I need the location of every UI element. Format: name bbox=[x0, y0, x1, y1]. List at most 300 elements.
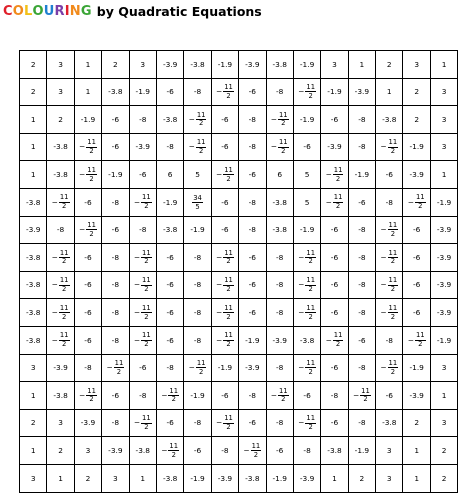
grid-cell[interactable]: -6 bbox=[102, 216, 129, 244]
grid-cell[interactable]: -8 bbox=[184, 78, 211, 106]
grid-cell[interactable]: -6 bbox=[321, 216, 348, 244]
grid-cell[interactable]: 3 bbox=[403, 51, 430, 79]
grid-cell[interactable]: -1.9 bbox=[211, 354, 238, 382]
grid-cell[interactable] bbox=[211, 78, 238, 106]
grid-cell[interactable]: 1 bbox=[20, 437, 47, 465]
minus-sign: − bbox=[216, 280, 223, 290]
grid-cell[interactable]: -3.8 bbox=[102, 78, 129, 106]
grid-cell[interactable]: 3 bbox=[47, 51, 74, 79]
grid-cell[interactable]: -3.8 bbox=[20, 326, 47, 354]
grid-cell[interactable] bbox=[211, 244, 238, 272]
grid-cell[interactable]: -6 bbox=[74, 188, 101, 216]
grid-cell[interactable] bbox=[211, 271, 238, 299]
grid-cell[interactable]: -3.9 bbox=[20, 216, 47, 244]
grid-cell[interactable]: 3 bbox=[430, 133, 457, 161]
grid-cell[interactable]: -6 bbox=[211, 216, 238, 244]
grid-cell[interactable]: 3 bbox=[376, 437, 403, 465]
fraction-denominator: 2 bbox=[62, 257, 67, 266]
grid-cell[interactable]: -6 bbox=[403, 299, 430, 327]
grid-cell[interactable]: -8 bbox=[348, 299, 375, 327]
grid-cell[interactable]: 1 bbox=[20, 133, 47, 161]
grid-cell[interactable]: -1.9 bbox=[430, 326, 457, 354]
grid-cell[interactable]: -8 bbox=[102, 299, 129, 327]
fraction-numerator: 11 bbox=[278, 110, 288, 119]
grid-cell[interactable]: -3.8 bbox=[20, 188, 47, 216]
grid-cell[interactable]: -1.9 bbox=[403, 354, 430, 382]
grid-cell[interactable]: 2 bbox=[20, 409, 47, 437]
grid-cell[interactable]: -6 bbox=[156, 244, 183, 272]
fraction-denominator: 2 bbox=[226, 423, 231, 432]
fraction-value bbox=[79, 167, 97, 183]
grid-cell[interactable]: -1.9 bbox=[129, 78, 156, 106]
grid-cell[interactable]: 1 bbox=[20, 382, 47, 410]
grid-cell[interactable]: 1 bbox=[321, 464, 348, 492]
minus-sign: − bbox=[79, 142, 86, 152]
grid-cell[interactable]: -1.9 bbox=[430, 188, 457, 216]
grid-cell[interactable]: -6 bbox=[403, 271, 430, 299]
grid-cell[interactable]: 1 bbox=[20, 161, 47, 189]
grid-cell[interactable] bbox=[129, 244, 156, 272]
grid-cell[interactable]: -6 bbox=[211, 188, 238, 216]
grid-cell[interactable]: -3.9 bbox=[430, 299, 457, 327]
grid-cell[interactable]: -8 bbox=[47, 216, 74, 244]
grid-cell[interactable]: -8 bbox=[129, 216, 156, 244]
grid-cell[interactable]: -8 bbox=[348, 271, 375, 299]
grid-cell[interactable]: -3.8 bbox=[20, 271, 47, 299]
grid-cell[interactable] bbox=[211, 299, 238, 327]
grid-cell[interactable] bbox=[129, 188, 156, 216]
grid-cell[interactable]: -6 bbox=[211, 106, 238, 134]
grid-cell[interactable]: -8 bbox=[129, 382, 156, 410]
grid-cell[interactable]: 3 bbox=[430, 354, 457, 382]
grid-cell[interactable]: 1 bbox=[20, 106, 47, 134]
grid-cell[interactable]: -6 bbox=[293, 382, 320, 410]
colouring-grid bbox=[19, 50, 458, 493]
grid-cell[interactable]: -6 bbox=[321, 409, 348, 437]
fraction-numerator: 11 bbox=[333, 165, 343, 174]
logo-letter: O bbox=[32, 3, 44, 19]
fraction-value bbox=[408, 194, 426, 210]
grid-cell[interactable]: 1 bbox=[47, 464, 74, 492]
grid-cell[interactable]: -8 bbox=[348, 409, 375, 437]
grid-cell[interactable] bbox=[184, 354, 211, 382]
grid-cell[interactable]: -3.8 bbox=[47, 161, 74, 189]
grid-cell[interactable]: -8 bbox=[74, 354, 101, 382]
grid-cell[interactable]: -3.9 bbox=[430, 216, 457, 244]
grid-cell[interactable]: -8 bbox=[348, 216, 375, 244]
grid-cell[interactable]: 3 bbox=[430, 409, 457, 437]
grid-cell[interactable]: -6 bbox=[239, 299, 266, 327]
grid-cell[interactable] bbox=[376, 133, 403, 161]
grid-cell[interactable] bbox=[211, 409, 238, 437]
grid-cell[interactable]: -8 bbox=[102, 409, 129, 437]
grid-cell[interactable]: -1.9 bbox=[403, 133, 430, 161]
grid-cell[interactable]: 2 bbox=[47, 437, 74, 465]
grid-cell[interactable] bbox=[156, 437, 183, 465]
grid-cell[interactable] bbox=[74, 382, 101, 410]
grid-cell[interactable]: -3.9 bbox=[403, 382, 430, 410]
grid-cell[interactable]: 2 bbox=[403, 106, 430, 134]
grid-cell[interactable] bbox=[47, 244, 74, 272]
grid-cell[interactable]: -3.8 bbox=[129, 437, 156, 465]
grid-cell[interactable] bbox=[184, 188, 211, 216]
grid-cell[interactable]: 1 bbox=[430, 51, 457, 79]
grid-cell[interactable]: -6 bbox=[348, 188, 375, 216]
grid-cell[interactable] bbox=[74, 216, 101, 244]
grid-cell[interactable]: -1.9 bbox=[184, 464, 211, 492]
logo-letter: C bbox=[3, 3, 13, 19]
grid-cell[interactable]: -8 bbox=[102, 271, 129, 299]
grid-cell[interactable]: -6 bbox=[74, 326, 101, 354]
grid-cell[interactable]: -8 bbox=[239, 188, 266, 216]
grid-cell[interactable]: 1 bbox=[403, 437, 430, 465]
grid-cell[interactable]: -6 bbox=[156, 326, 183, 354]
grid-cell[interactable]: -3.8 bbox=[266, 216, 293, 244]
fraction-denominator: 2 bbox=[144, 312, 149, 321]
grid-cell[interactable]: -3.9 bbox=[211, 464, 238, 492]
grid-cell[interactable] bbox=[293, 299, 320, 327]
grid-cell[interactable] bbox=[403, 326, 430, 354]
grid-cell[interactable]: -8 bbox=[129, 106, 156, 134]
minus-sign: − bbox=[298, 252, 305, 262]
grid-cell[interactable]: 2 bbox=[403, 409, 430, 437]
grid-cell[interactable] bbox=[321, 326, 348, 354]
grid-cell[interactable]: -1.9 bbox=[184, 382, 211, 410]
grid-cell[interactable]: 3 bbox=[47, 78, 74, 106]
grid-cell[interactable]: 1 bbox=[430, 382, 457, 410]
grid-cell[interactable]: -1.9 bbox=[102, 161, 129, 189]
grid-cell[interactable]: -6 bbox=[74, 299, 101, 327]
grid-cell[interactable]: -6 bbox=[321, 106, 348, 134]
grid-cell[interactable]: -6 bbox=[211, 133, 238, 161]
grid-cell[interactable]: -6 bbox=[403, 244, 430, 272]
grid-cell[interactable]: -8 bbox=[239, 106, 266, 134]
grid-cell[interactable]: -6 bbox=[403, 216, 430, 244]
fraction-denominator: 2 bbox=[308, 423, 313, 432]
minus-sign: − bbox=[133, 335, 141, 345]
grid-cell[interactable]: -3.9 bbox=[239, 354, 266, 382]
grid-cell[interactable] bbox=[293, 409, 320, 437]
fraction-denominator: 2 bbox=[62, 312, 67, 321]
fraction-value bbox=[298, 360, 316, 376]
grid-cell[interactable] bbox=[376, 354, 403, 382]
fraction-value bbox=[52, 305, 70, 321]
minus-sign: − bbox=[216, 169, 223, 179]
grid-cell[interactable]: -3.9 bbox=[156, 51, 183, 79]
grid-cell[interactable]: -3.8 bbox=[239, 464, 266, 492]
grid-cell[interactable]: -3.8 bbox=[156, 106, 183, 134]
grid-cell[interactable] bbox=[211, 161, 238, 189]
grid-cell[interactable]: -1.9 bbox=[74, 106, 101, 134]
grid-cell[interactable]: -6 bbox=[321, 354, 348, 382]
grid-cell[interactable]: 5 bbox=[293, 161, 320, 189]
grid-cell[interactable]: -8 bbox=[239, 382, 266, 410]
grid-cell[interactable] bbox=[293, 78, 320, 106]
grid-cell[interactable]: -8 bbox=[266, 78, 293, 106]
grid-cell[interactable]: -6 bbox=[239, 78, 266, 106]
grid-cell[interactable]: -6 bbox=[266, 437, 293, 465]
grid-cell[interactable]: -8 bbox=[266, 299, 293, 327]
grid-cell[interactable]: 2 bbox=[47, 106, 74, 134]
grid-cell[interactable]: -1.9 bbox=[211, 51, 238, 79]
grid-cell[interactable]: -6 bbox=[376, 161, 403, 189]
grid-cell[interactable]: -3.9 bbox=[102, 437, 129, 465]
grid-cell[interactable]: -3.9 bbox=[430, 271, 457, 299]
grid-cell[interactable]: -3.9 bbox=[293, 464, 320, 492]
grid-cell[interactable] bbox=[184, 133, 211, 161]
grid-cell[interactable]: 2 bbox=[20, 78, 47, 106]
fraction-denominator: 2 bbox=[281, 395, 286, 404]
grid-cell[interactable] bbox=[129, 326, 156, 354]
grid-cell[interactable]: -6 bbox=[156, 299, 183, 327]
grid-cell[interactable]: -6 bbox=[102, 133, 129, 161]
grid-cell[interactable]: -6 bbox=[129, 354, 156, 382]
grid-cell[interactable]: -6 bbox=[184, 437, 211, 465]
grid-cell[interactable]: -8 bbox=[184, 409, 211, 437]
grid-cell[interactable]: 2 bbox=[430, 437, 457, 465]
grid-cell[interactable]: 3 bbox=[102, 464, 129, 492]
grid-cell[interactable]: -1.9 bbox=[348, 437, 375, 465]
grid-cell[interactable]: 1 bbox=[403, 464, 430, 492]
grid-cell[interactable]: -3.8 bbox=[20, 244, 47, 272]
grid-cell[interactable]: -8 bbox=[156, 354, 183, 382]
grid-cell[interactable] bbox=[47, 188, 74, 216]
minus-sign: − bbox=[79, 225, 86, 235]
grid-cell[interactable]: -1.9 bbox=[184, 216, 211, 244]
grid-cell[interactable]: 2 bbox=[102, 51, 129, 79]
grid-cell[interactable]: 1 bbox=[376, 78, 403, 106]
grid-cell[interactable]: -3.9 bbox=[403, 161, 430, 189]
grid-cell[interactable]: -6 bbox=[211, 382, 238, 410]
grid-cell[interactable]: -1.9 bbox=[156, 188, 183, 216]
grid-cell[interactable]: -3.9 bbox=[239, 51, 266, 79]
grid-cell[interactable]: -8 bbox=[266, 354, 293, 382]
grid-cell[interactable] bbox=[211, 326, 238, 354]
grid-cell[interactable] bbox=[376, 216, 403, 244]
grid-cell[interactable]: 2 bbox=[74, 464, 101, 492]
fraction-denominator: 2 bbox=[281, 147, 286, 156]
grid-cell[interactable]: -6 bbox=[321, 244, 348, 272]
grid-cell[interactable] bbox=[348, 382, 375, 410]
grid-cell[interactable]: 3 bbox=[376, 464, 403, 492]
minus-sign: − bbox=[325, 197, 332, 207]
grid-cell[interactable]: -8 bbox=[156, 133, 183, 161]
grid-cell[interactable]: 3 bbox=[20, 354, 47, 382]
grid-cell[interactable]: -3.9 bbox=[266, 326, 293, 354]
grid-cell[interactable]: -6 bbox=[321, 299, 348, 327]
fraction-denominator: 2 bbox=[390, 367, 396, 376]
grid-cell[interactable]: -3.8 bbox=[156, 464, 183, 492]
grid-cell[interactable]: 2 bbox=[348, 464, 375, 492]
grid-cell[interactable]: 2 bbox=[430, 464, 457, 492]
grid-cell[interactable] bbox=[266, 382, 293, 410]
grid-cell[interactable]: 3 bbox=[47, 409, 74, 437]
grid-cell[interactable]: -3.9 bbox=[47, 354, 74, 382]
grid-cell[interactable]: -3.8 bbox=[47, 133, 74, 161]
grid-cell[interactable]: 3 bbox=[321, 51, 348, 79]
fraction-numerator: 11 bbox=[306, 276, 316, 285]
grid-cell[interactable]: -8 bbox=[102, 244, 129, 272]
grid-cell[interactable]: -8 bbox=[348, 354, 375, 382]
grid-cell[interactable]: -8 bbox=[293, 437, 320, 465]
grid-cell[interactable] bbox=[266, 106, 293, 134]
grid-cell[interactable]: -3.9 bbox=[321, 133, 348, 161]
grid-cell[interactable]: 3 bbox=[129, 51, 156, 79]
grid-cell[interactable]: -8 bbox=[266, 409, 293, 437]
grid-cell[interactable]: -1.9 bbox=[348, 161, 375, 189]
grid-cell[interactable]: -8 bbox=[266, 244, 293, 272]
grid-cell[interactable]: -6 bbox=[293, 133, 320, 161]
grid-cell[interactable] bbox=[102, 354, 129, 382]
grid-cell[interactable] bbox=[239, 437, 266, 465]
minus-sign: − bbox=[133, 252, 141, 262]
grid-cell[interactable]: -8 bbox=[211, 437, 238, 465]
grid-cell[interactable]: -3.9 bbox=[129, 133, 156, 161]
fraction-numerator: 11 bbox=[388, 248, 398, 257]
grid-cell[interactable]: -8 bbox=[184, 299, 211, 327]
grid-cell[interactable]: -3.8 bbox=[184, 51, 211, 79]
minus-sign: − bbox=[325, 335, 332, 345]
grid-cell[interactable]: 1 bbox=[129, 464, 156, 492]
grid-cell[interactable]: -3.8 bbox=[156, 216, 183, 244]
grid-cell[interactable]: -1.9 bbox=[239, 326, 266, 354]
grid-cell[interactable]: 1 bbox=[74, 78, 101, 106]
grid-cell[interactable] bbox=[293, 244, 320, 272]
grid-cell[interactable]: 1 bbox=[74, 51, 101, 79]
grid-cell[interactable]: -1.9 bbox=[293, 216, 320, 244]
grid-cell[interactable]: -6 bbox=[239, 271, 266, 299]
grid-row bbox=[20, 244, 458, 272]
grid-cell[interactable]: 5 bbox=[293, 188, 320, 216]
grid-cell[interactable]: -8 bbox=[184, 244, 211, 272]
grid-cell[interactable]: -6 bbox=[102, 382, 129, 410]
minus-sign: − bbox=[161, 445, 168, 455]
grid-cell[interactable]: -8 bbox=[266, 271, 293, 299]
grid-cell[interactable]: -6 bbox=[239, 244, 266, 272]
grid-cell[interactable]: 3 bbox=[430, 106, 457, 134]
grid-cell[interactable]: -6 bbox=[321, 271, 348, 299]
minus-sign: − bbox=[188, 142, 195, 152]
minus-sign: − bbox=[79, 390, 86, 400]
grid-cell[interactable]: 6 bbox=[156, 161, 183, 189]
grid-cell[interactable] bbox=[293, 354, 320, 382]
fraction-value bbox=[326, 194, 344, 210]
grid-cell[interactable]: 2 bbox=[376, 51, 403, 79]
grid-cell[interactable] bbox=[74, 161, 101, 189]
grid-cell[interactable]: -8 bbox=[102, 326, 129, 354]
fraction-denominator: 2 bbox=[308, 367, 313, 376]
grid-cell[interactable]: -8 bbox=[321, 382, 348, 410]
grid-cell[interactable]: -3.8 bbox=[376, 106, 403, 134]
grid-cell[interactable]: -8 bbox=[239, 133, 266, 161]
grid-cell[interactable] bbox=[376, 244, 403, 272]
grid-cell[interactable]: -6 bbox=[239, 161, 266, 189]
grid-cell[interactable]: -3.8 bbox=[321, 437, 348, 465]
grid-cell[interactable] bbox=[266, 133, 293, 161]
grid-cell[interactable]: 2 bbox=[403, 78, 430, 106]
grid-cell[interactable]: -1.9 bbox=[293, 51, 320, 79]
grid-cell[interactable]: -6 bbox=[376, 382, 403, 410]
grid-cell[interactable] bbox=[184, 106, 211, 134]
grid-cell[interactable]: -8 bbox=[376, 188, 403, 216]
grid-cell[interactable]: -6 bbox=[156, 271, 183, 299]
grid-cell[interactable]: -8 bbox=[184, 326, 211, 354]
grid-cell[interactable]: -1.9 bbox=[321, 78, 348, 106]
minus-sign: − bbox=[106, 363, 113, 373]
grid-cell[interactable]: -6 bbox=[74, 271, 101, 299]
grid-cell[interactable]: -1.9 bbox=[266, 464, 293, 492]
grid-cell[interactable]: -6 bbox=[129, 161, 156, 189]
grid-cell[interactable]: 3 bbox=[430, 78, 457, 106]
fraction-value bbox=[189, 360, 207, 376]
grid-cell[interactable] bbox=[321, 161, 348, 189]
grid-cell[interactable]: -3.9 bbox=[430, 244, 457, 272]
grid-cell[interactable] bbox=[129, 299, 156, 327]
logo-letter: L bbox=[24, 3, 33, 19]
grid-cell[interactable]: -6 bbox=[156, 409, 183, 437]
fraction-value bbox=[380, 222, 398, 238]
grid-cell[interactable]: -6 bbox=[102, 106, 129, 134]
grid-cell[interactable]: -1.9 bbox=[293, 106, 320, 134]
grid-cell[interactable]: -8 bbox=[102, 188, 129, 216]
grid-cell[interactable]: -6 bbox=[156, 78, 183, 106]
logo-letter: O bbox=[12, 3, 25, 19]
grid-cell[interactable]: 5 bbox=[184, 161, 211, 189]
grid-cell[interactable]: 1 bbox=[348, 51, 375, 79]
grid-cell[interactable]: -8 bbox=[239, 216, 266, 244]
grid-cell[interactable]: 3 bbox=[74, 437, 101, 465]
grid-cell[interactable]: -3.9 bbox=[348, 78, 375, 106]
grid-cell[interactable] bbox=[47, 299, 74, 327]
grid-cell[interactable] bbox=[376, 299, 403, 327]
grid-cell[interactable] bbox=[74, 133, 101, 161]
fraction-numerator: 11 bbox=[224, 248, 233, 257]
grid-cell[interactable]: -6 bbox=[239, 409, 266, 437]
fraction-numerator: 11 bbox=[196, 110, 206, 119]
fraction-value bbox=[271, 388, 289, 404]
grid-cell[interactable] bbox=[156, 382, 183, 410]
grid-cell[interactable] bbox=[376, 271, 403, 299]
grid-cell[interactable]: 3 bbox=[20, 464, 47, 492]
fraction-value bbox=[326, 167, 344, 183]
grid-cell[interactable]: -3.9 bbox=[74, 409, 101, 437]
grid-cell[interactable] bbox=[321, 188, 348, 216]
grid-cell[interactable]: -3.8 bbox=[47, 382, 74, 410]
fraction-numerator: 11 bbox=[333, 193, 343, 202]
grid-cell[interactable]: -3.8 bbox=[376, 409, 403, 437]
grid-cell[interactable]: 2 bbox=[20, 51, 47, 79]
grid-cell[interactable]: 6 bbox=[266, 161, 293, 189]
grid-cell[interactable]: -8 bbox=[184, 271, 211, 299]
grid-cell[interactable]: -3.8 bbox=[266, 51, 293, 79]
grid-cell[interactable]: -8 bbox=[348, 133, 375, 161]
grid-cell[interactable]: 1 bbox=[430, 161, 457, 189]
grid-cell[interactable]: -3.8 bbox=[293, 326, 320, 354]
grid-cell[interactable] bbox=[129, 271, 156, 299]
grid-cell[interactable]: -3.8 bbox=[266, 188, 293, 216]
grid-cell[interactable]: -3.8 bbox=[20, 299, 47, 327]
grid-cell[interactable] bbox=[293, 271, 320, 299]
grid-cell[interactable] bbox=[47, 271, 74, 299]
grid-cell[interactable]: -8 bbox=[376, 326, 403, 354]
grid-cell[interactable] bbox=[129, 409, 156, 437]
grid-cell[interactable]: -6 bbox=[348, 326, 375, 354]
grid-cell[interactable]: -8 bbox=[348, 106, 375, 134]
grid-cell[interactable]: -8 bbox=[348, 244, 375, 272]
grid-cell[interactable] bbox=[47, 326, 74, 354]
grid-cell[interactable]: -6 bbox=[74, 244, 101, 272]
grid-cell[interactable] bbox=[403, 188, 430, 216]
